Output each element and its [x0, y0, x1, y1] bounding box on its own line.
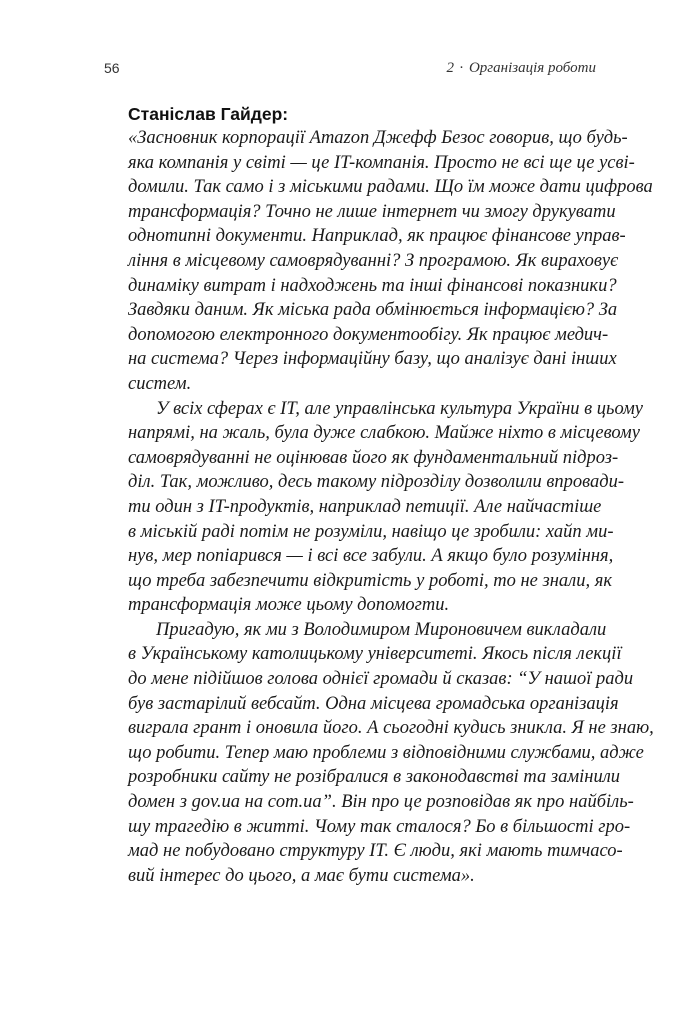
- page-header: [104, 60, 596, 80]
- quote-text: [128, 126, 654, 888]
- text-line: У всіх сферах є IT, але управлінська культура України в цьому: [156, 398, 644, 419]
- text-line: самоврядуванні не оцінював його як фундаментальний підроз-: [128, 447, 619, 468]
- chapter-separator: ·: [458, 60, 464, 76]
- text-line: до мене підійшов голова однієї громади й сказав: “У нашої ради: [128, 669, 634, 690]
- text-line: нув, мер попіарився — і всі все забули. А якщо було розуміння,: [128, 546, 614, 567]
- text-line: вий інтерес до цього, а має бути система».: [128, 865, 475, 886]
- text-line: Пригадую, як ми з Володимиром Мироновичем викладали: [156, 619, 607, 640]
- text-line: що треба забезпечити відкритість у роботі, то не знали, як: [128, 570, 612, 591]
- text-line: виграла грант і оновила його. А сьогодні кудись зникла. Я не знаю,: [128, 718, 654, 739]
- text-line: Завдяки даним. Як міська рада обмінюється інформацією? За: [128, 300, 618, 321]
- chapter-number: 2: [446, 60, 454, 76]
- text-line: трансформація може цьому допомогти.: [128, 595, 450, 616]
- page-number: 56: [104, 60, 120, 76]
- text-line: трансформація? Точно не лише інтернет чи змогу друкувати: [128, 201, 616, 222]
- text-line: в Українському католицькому університеті. Якось після лекції: [128, 644, 622, 665]
- running-head: [446, 60, 596, 77]
- text-line: шу трагедію в житті. Чому так сталося? Бо в більшості гро-: [128, 816, 631, 837]
- text-line: динаміку витрат і надходжень та інші фінансові показники?: [128, 275, 617, 296]
- text-line: «Засновник корпорації Amazon Джефф Безос говорив, що будь-: [128, 128, 628, 148]
- text-line: яка компанія у світі — це IT-компанія. Просто не всі ще це усві-: [128, 152, 635, 173]
- text-line: діл. Так, можливо, десь такому підрозділу дозволили впровади-: [128, 472, 625, 493]
- text-line: домили. Так само і з міськими радами. Що їм може дати цифрова: [128, 177, 653, 198]
- text-line: що робити. Тепер маю проблеми з відповідними службами, адже: [128, 742, 644, 763]
- text-line: допомогою електронного документообігу. Як працює медич-: [128, 324, 609, 345]
- text-line: домен з gov.ua на com.ua”. Він про це розповідав як про найбіль-: [128, 792, 634, 813]
- text-line: однотипні документи. Наприклад, як працює фінансове управ-: [128, 226, 626, 247]
- text-line: на система? Через інформаційну базу, що аналізує дані інших: [128, 349, 617, 370]
- chapter-title: Організація роботи: [468, 60, 596, 76]
- speaker-name: Станіслав Гайдер:: [128, 104, 289, 124]
- text-line: був застарілий вебсайт. Одна місцева громадська організація: [128, 693, 619, 714]
- text-line: напрямі, на жаль, була дуже слабкою. Майже ніхто в місцевому: [128, 423, 640, 444]
- text-line: систем.: [128, 373, 192, 394]
- text-line: в міській раді потім не розуміли, навіщо це зробили: хайп ми-: [128, 521, 614, 542]
- text-line: мад не побудовано структуру IT. Є люди, які мають тимчасо-: [128, 841, 623, 862]
- page-body: [128, 102, 654, 888]
- text-line: розробники сайту не розібралися в законодавстві та замінили: [128, 767, 621, 788]
- text-line: ління в місцевому самоврядуванні? З програмою. Як вираховує: [128, 250, 619, 271]
- text-line: ти один з IT-продуктів, наприклад петиції. Але найчастіше: [128, 496, 602, 517]
